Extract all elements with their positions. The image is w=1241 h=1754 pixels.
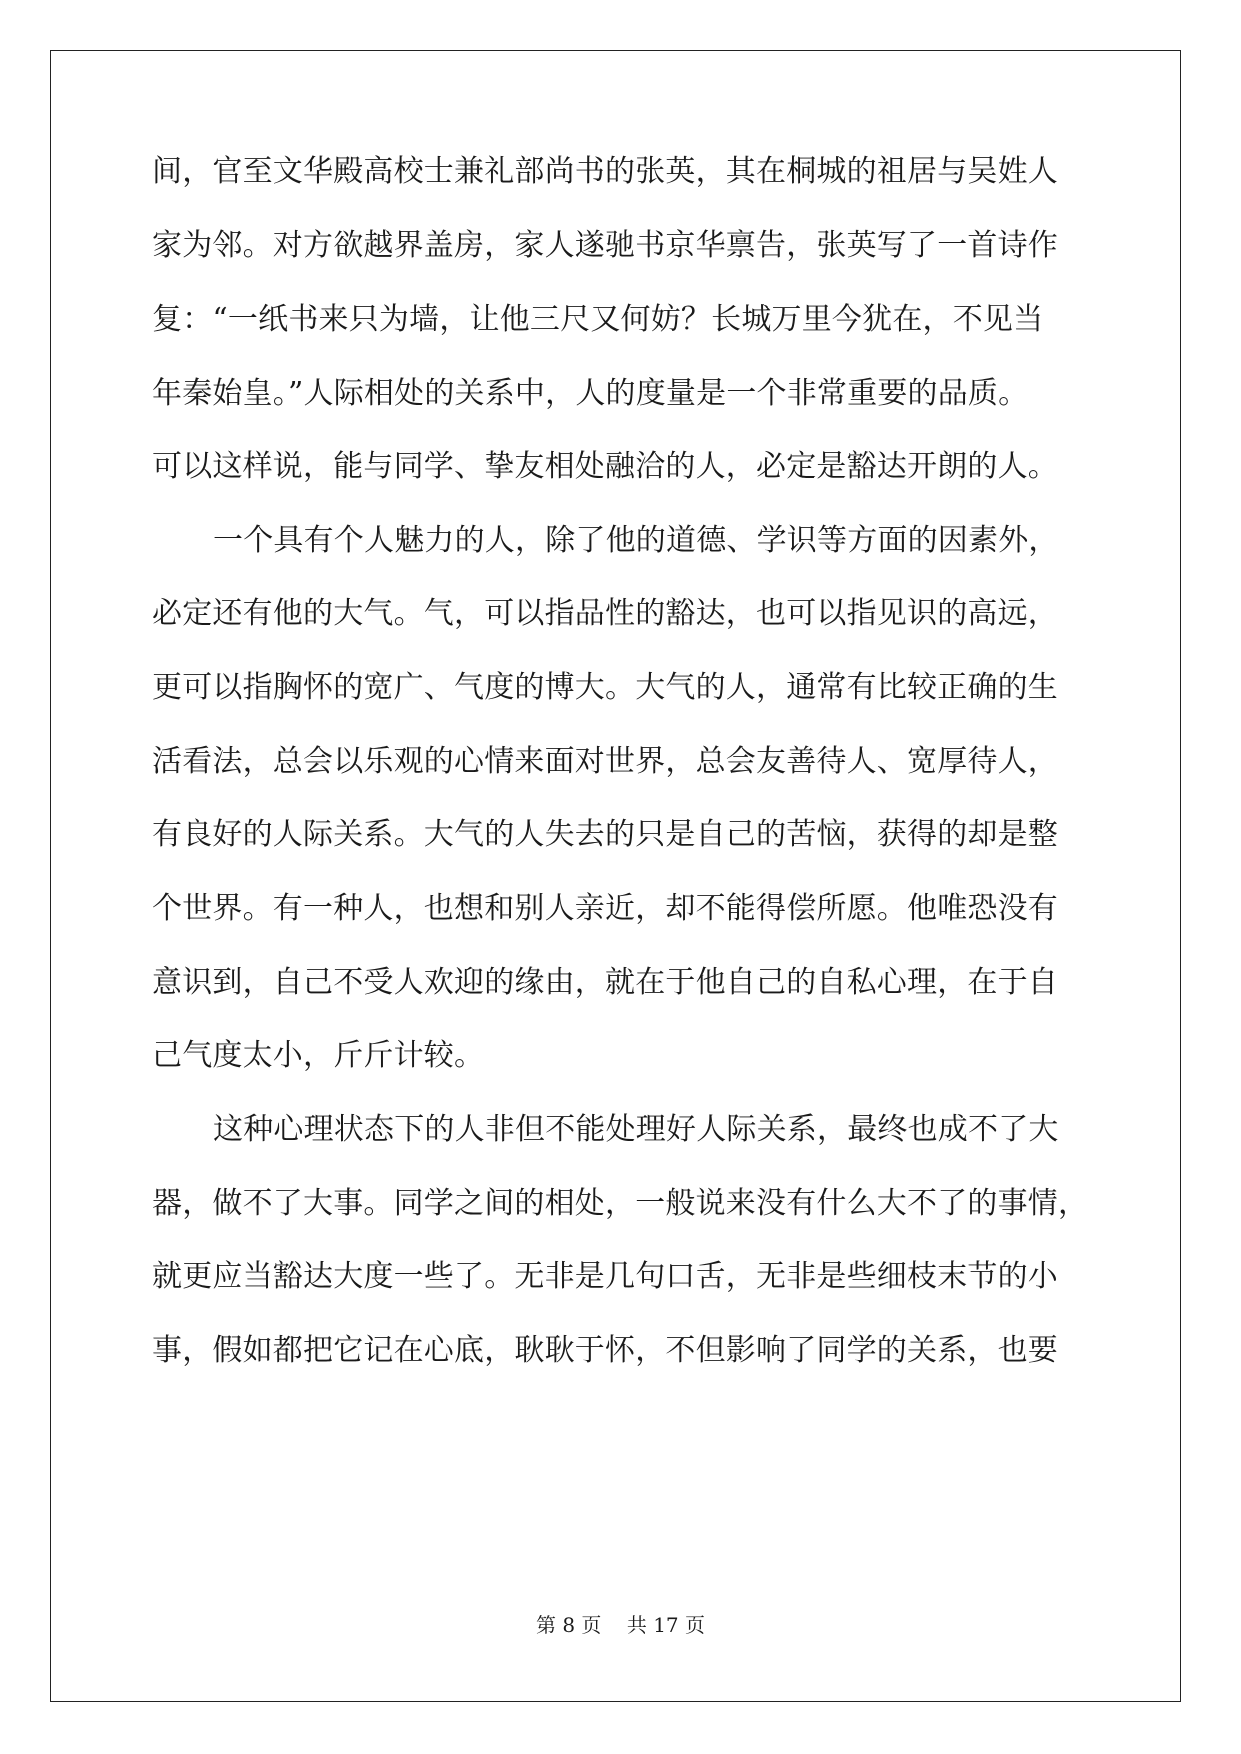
text-line: 一个具有个人魅力的人，除了他的道德、学识等方面的因素外， bbox=[213, 523, 1059, 558]
text-line: 己气度太小，斤斤计较。 bbox=[152, 1038, 485, 1073]
text-line: 事，假如都把它记在心底，耿耿于怀，不但影响了同学的关系，也要 bbox=[152, 1333, 1058, 1368]
page-number-footer: 第 8 页 共 17 页 bbox=[535, 1613, 706, 1637]
text-line: 家为邻。对方欲越界盖房，家人遂驰书京华禀告，张英写了一首诗作 bbox=[152, 228, 1058, 263]
text-line: 间，官至文华殿高校士兼礼部尚书的张英，其在桐城的祖居与吴姓人 bbox=[152, 154, 1058, 189]
text-line: 可以这样说，能与同学、挚友相处融洽的人，必定是豁达开朗的人。 bbox=[152, 449, 1058, 484]
text-line: 就更应当豁达大度一些了。无非是几句口舌，无非是些细枝末节的小 bbox=[152, 1259, 1058, 1294]
text-line: 意识到，自己不受人欢迎的缘由，就在于他自己的自私心理，在于自 bbox=[152, 965, 1058, 1000]
text-line: 活看法，总会以乐观的心情来面对世界，总会友善待人、宽厚待人， bbox=[152, 744, 1058, 779]
text-line: 这种心理状态下的人非但不能处理好人际关系，最终也成不了大 bbox=[213, 1112, 1059, 1147]
text-line: 复：“一纸书来只为墙，让他三尺又何妨？长城万里今犹在，不见当 bbox=[152, 302, 1044, 337]
text-line: 必定还有他的大气。气，可以指品性的豁达，也可以指见识的高远， bbox=[152, 596, 1058, 631]
text-line: 有良好的人际关系。大气的人失去的只是自己的苦恼，获得的却是整 bbox=[152, 817, 1058, 852]
text-line: 年秦始皇。”人际相处的关系中，人的度量是一个非常重要的品质。 bbox=[152, 376, 1029, 411]
page-border bbox=[50, 50, 1181, 1702]
text-line: 器，做不了大事。同学之间的相处，一般说来没有什么大不了的事情， bbox=[152, 1186, 1089, 1221]
text-line: 更可以指胸怀的宽广、气度的博大。大气的人，通常有比较正确的生 bbox=[152, 670, 1058, 705]
text-line: 个世界。有一种人，也想和别人亲近，却不能得偿所愿。他唯恐没有 bbox=[152, 891, 1058, 926]
